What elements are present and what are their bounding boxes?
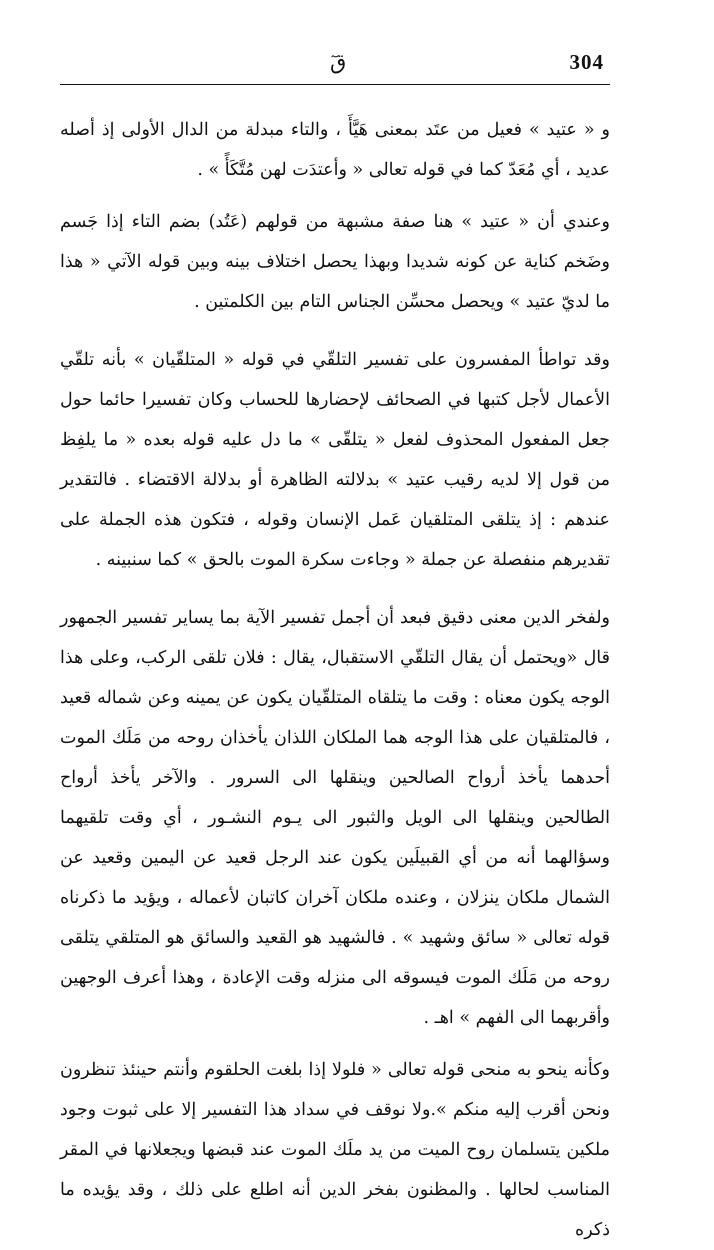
paragraph-etymology: و « عتيد » فعيل من عتَد بمعنى هَيَّأَ ، والتاء مبدلة من الدال الأولى إذ أصله عديد ، أي مُعَدّ كما في قوله تعالى « وأعتدَت لهن مُتَّكَأً » .: [60, 120, 610, 180]
paragraph-fakhr-al-din: ولفخر الدين معنى دقيق فبعد أن أجمل تفسير الآية بما يساير تفسير الجمهور قال «ويحتمل أن يقال التلقّي الاستقبال، يقال : فلان تلقى الركب، وعلى هذا الوجه يكون معناه : وقت ما يتلقاه المتلقّيان يكون عن يمينه وعن شماله قعيد ، فالمتلقيان على هذا الوجه هما الملكان اللذان يأخذان روحه من مَلَك الموت أحدهما يأخذ أرواح الصالحين وينقلها الى السرور . والآخر يأخذ أرواح الطالحين وينقلها الى الويل والثبور الى يـوم النشـور ، أي وقت تلقيهما وسؤالهما أنه من أي القبيلَين يكون عند الرجل قعيد عن اليمين وقعيد عن الشمال ملكان ينزلان ، وعنده ملكان آخران كاتبان لأعماله ، ويؤيد ما ذكرناه قوله تعالى « سائق وشهيد » . فالشهيد هو القعيد والسائق هو المتلقي يتلقى روحه من مَلَك الموت فيسوقه الى منزله وقت الإعادة ، وهذا أعرف الوجهين وأقربهما الى الفهم » اهـ .: [60, 608, 610, 1028]
page-number: 304: [569, 50, 604, 74]
paragraph-conclusion: وكأنه ينحو به منحى قوله تعالى « فلولا إذا بلغت الحلقوم وأنتم حينئذ تنظرون ونحن أقرب إليه منكم ».ولا نوقف في سداد هذا التفسير إلا على ثبوت وجود ملكين يتسلمان روح الميت من يد ملَك الموت عند قبضها ويجعلانها في المقر المناسب لحالها . والمظنون بفخر الدين أنه اطلع على ذلك ، وقد يؤيده ما ذكره: [60, 1060, 610, 1240]
commentary-body: [60, 110, 610, 1250]
paragraph-exegetes-view: وقد تواطأ المفسرون على تفسير التلقّي في قوله « المتلقّيان » بأنه تلقّي الأعمال لأجل كتبها في الصحائف لإحضارها للحساب وكان تفسيرا حائما حول جعل المفعول المحذوف لفعل « يتلقّى » ما دل عليه قوله بعده « ما يلفِظ من قول إلا لديه رقيب عتيد » بدلالته الظاهرة أو بدلالة الاقتضاء . فالتقدير عندهم : إذ يتلقى المتلقيان عَمل الإنسان وقوله ، فتكون هذه الجملة على تقديرهم منفصلة عن جملة « وجاءت سكرة الموت بالحق » كما سنبينه .: [60, 350, 610, 570]
paragraph-author-view: وعندي أن « عتيد » هنا صفة مشبهة من قولهم (عَتُد) بضم التاء إذا جَسم وضَخم كناية عن كونه شديدا وبهذا يحصل اختلاف بينه وبين قوله الآتي « هذا ما لديّ عتيد » ويحصل محسِّن الجناس التام بين الكلمتين .: [60, 212, 610, 312]
surah-title: قٓ: [330, 50, 347, 74]
page-header: [60, 44, 610, 85]
